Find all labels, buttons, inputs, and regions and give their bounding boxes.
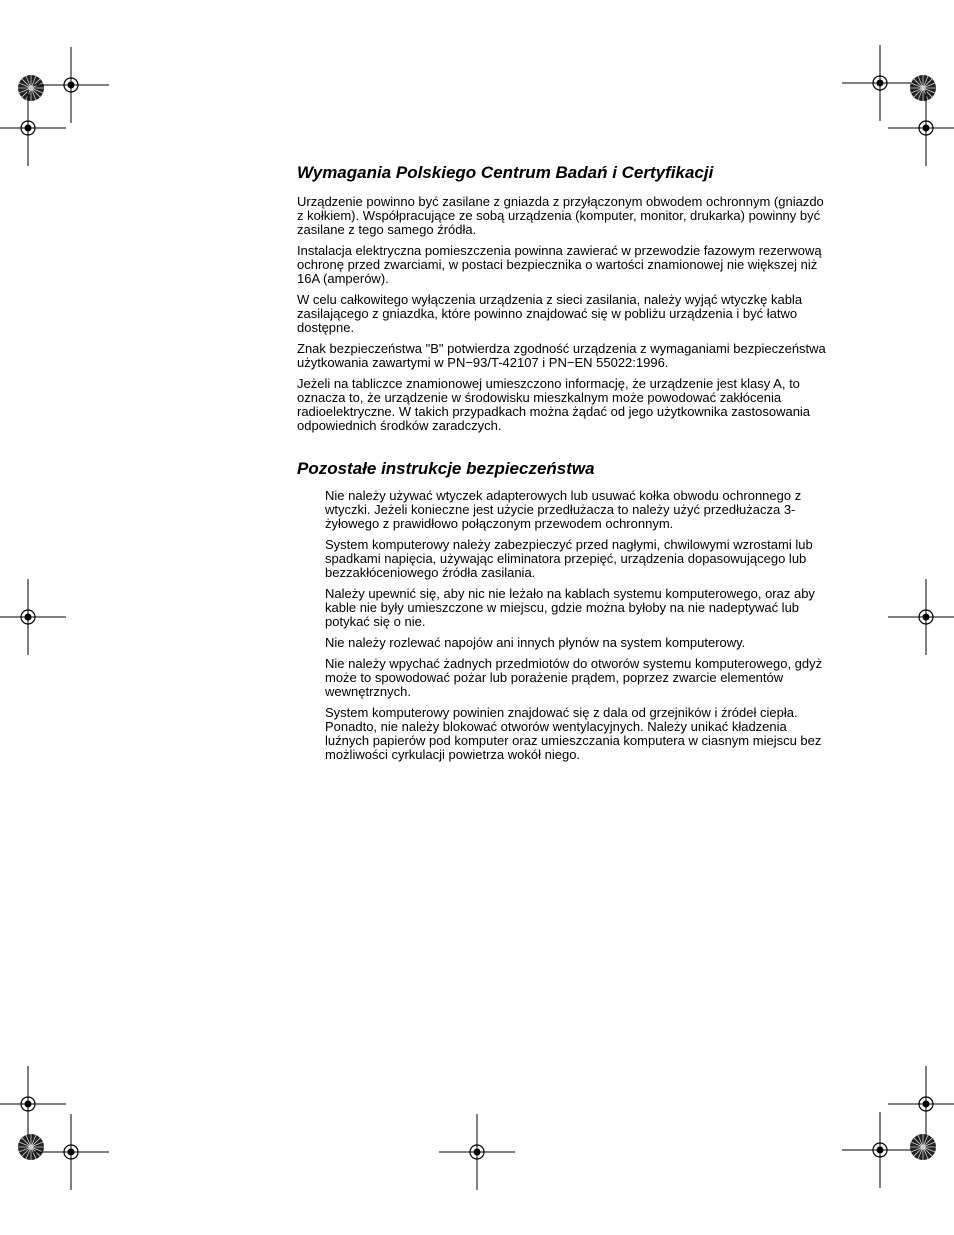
registration-cross-icon bbox=[439, 1114, 515, 1190]
paragraph: Znak bezpieczeństwa "B" potwierdza zgodność urządzenia z wymaganiami bezpieczeństwa użytkowania zawartymi w PN−93/T-42107 i PN−EN 55022:1996. bbox=[297, 341, 826, 370]
registration-cross-icon bbox=[0, 1066, 66, 1142]
section-safety-instructions bbox=[297, 489, 832, 762]
registration-cross-icon bbox=[888, 90, 954, 166]
registration-star-icon bbox=[18, 1134, 44, 1160]
registration-cross-icon bbox=[888, 579, 954, 655]
paragraph: Nie należy wpychać żadnych przedmiotów do otworów systemu komputerowego, gdyż może to spowodować pożar lub porażenie prądem, poprzez zwarcie elementów wewnętrznych. bbox=[325, 656, 823, 699]
registration-cross-icon bbox=[33, 47, 109, 123]
section-certification bbox=[297, 195, 832, 433]
paragraph: Instalacja elektryczna pomieszczenia powinna zawierać w przewodzie fazowym rezerwową ochronę przed zwarciami, w postaci bezpiecznika o wartości znamionowej nie większej niż 16A (amperów). bbox=[297, 243, 822, 286]
paragraph: Należy upewnić się, aby nic nie leżało na kablach systemu komputerowego, oraz aby kable nie były umieszczone w miejscu, gdzie można byłoby na nie nadeptywać lub potykać się o nie. bbox=[325, 586, 815, 629]
paragraph: Urządzenie powinno być zasilane z gniazda z przyłączonym obwodem ochronnym (gniazdo z kołkiem). Współpracujące ze sobą urządzenia (komputer, monitor, drukarka) powinny być zasilane z tego samego źródła. bbox=[297, 194, 824, 237]
registration-cross-icon bbox=[842, 1112, 918, 1188]
registration-star-icon bbox=[910, 75, 936, 101]
section-heading-certification: Wymagania Polskiego Centrum Badań i Certyfikacji bbox=[297, 163, 714, 182]
paragraph: Nie należy używać wtyczek adapterowych lub usuwać kołka obwodu ochronnego z wtyczki. Jeżeli konieczne jest użycie przedłużacza to należy użyć przedłużacza 3-żyłowego z prawidłowo połączonym przewodem ochronnym. bbox=[325, 488, 802, 531]
document-body bbox=[297, 163, 832, 769]
paragraph: System komputerowy należy zabezpieczyć przed nagłymi, chwilowymi wzrostami lub spadkami napięcia, używając eliminatora przepięć, urządzenia dopasowującego lub bezzakłóceniowego źródła zasilania. bbox=[325, 537, 813, 580]
paragraph: Jeżeli na tabliczce znamionowej umieszczono informację, że urządzenie jest klasy A, to oznacza to, że urządzenie w środowisku mieszkalnym może powodować zakłócenia radioelektryczne. W takich przypadkach można żądać od jego użytkownika zastosowania odpowiednich środków zaradczych. bbox=[297, 376, 811, 433]
registration-cross-icon bbox=[0, 90, 66, 166]
paragraph: System komputerowy powinien znajdować się z dala od grzejników i źródeł ciepła. Ponadto, nie należy blokować otworów wentylacyjnych. Należy unikać kładzenia luźnych papierów pod komputer oraz umieszczania komputera w ciasnym miejscu bez możliwości cyrkulacji powietrza wokół niego. bbox=[325, 705, 822, 762]
registration-cross-icon bbox=[33, 1114, 109, 1190]
registration-cross-icon bbox=[888, 1066, 954, 1142]
registration-star-icon bbox=[910, 1134, 936, 1160]
paragraph: W celu całkowitego wyłączenia urządzenia z sieci zasilania, należy wyjąć wtyczkę kabla zasilającego z gniazdka, które powinno znajdować się w pobliżu urządzenia i być łatwo dostępne. bbox=[297, 292, 803, 335]
registration-cross-icon bbox=[0, 579, 66, 655]
registration-cross-icon bbox=[842, 45, 918, 121]
registration-star-icon bbox=[18, 75, 44, 101]
paragraph: Nie należy rozlewać napojów ani innych płynów na system komputerowy. bbox=[325, 635, 746, 650]
section-heading-safety-instructions: Pozostałe instrukcje bezpieczeństwa bbox=[297, 459, 595, 478]
